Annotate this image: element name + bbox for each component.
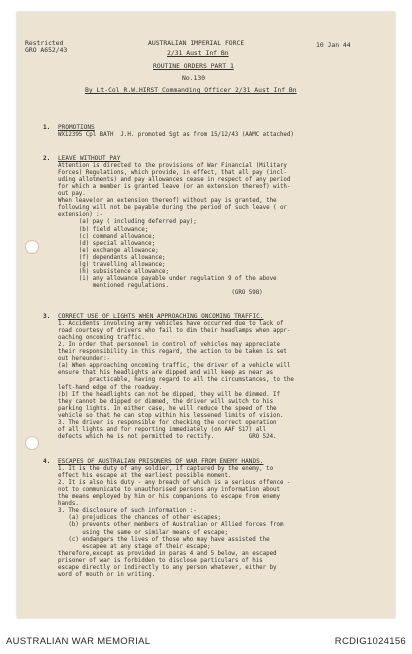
issuer-line: By Lt-Col R.W.HIRST Commanding Officer 2/31 Aust Inf Bn — [85, 86, 297, 94]
section-text-line: for which a member is granted leave (or an extension thereof) with- — [58, 183, 291, 190]
section-text-line: road courtesy of drivers who fail to dim their headlamps when appr- — [58, 327, 291, 334]
section-text-line: 2. It is also his duty - any breach of which is a serious offence - — [58, 479, 291, 486]
section-text-line: vehicle so that he can stop within his lessened limits of vision. — [58, 412, 284, 419]
unit-heading: 2/31 Aust Inf Bn — [167, 49, 229, 57]
archive-footer — [0, 622, 412, 654]
section-text-line: uding allotments) and pay allowances cease in respect of any period — [58, 176, 291, 183]
section-text-line: practicable, having regard to all the circumstances, to the — [58, 377, 294, 384]
punch-hole — [25, 240, 39, 254]
section-text-line: they cannot be dipped or dimmed, the driver will switch to his — [58, 398, 274, 405]
gro-reference: GRO A652/43 — [25, 46, 68, 54]
section-text-line: (d) special allowance; — [58, 240, 156, 247]
section-text-line: (e) exchange allowance; — [58, 247, 159, 254]
section-text-line: mentioned regulations. — [58, 283, 169, 290]
footer-institution: AUSTRALIAN WAR MEMORIAL — [6, 636, 151, 647]
section-text-line: extension) :- — [58, 212, 104, 219]
section-text-line: 3. The driver is responsible for checking the correct operation — [58, 420, 277, 426]
section-text-line: Attention is directed to the provisions of War Financial (Military — [58, 162, 287, 169]
section-number: 2. — [43, 155, 51, 162]
section-text-line: therefore,except as provided in paras 4 and 5 below, an escaped — [58, 550, 277, 557]
section-text-line: (c) endangers the lives of those who may have assisted the — [58, 536, 270, 543]
section-text-line: their responsibility in this regard, the action to be taken is set — [58, 349, 287, 355]
section-text-line: (g) travelling allowance; — [58, 262, 166, 268]
section-text-line: prisoner of war is forbidden to disclose particulars of his — [58, 557, 263, 564]
section-text-line: Forces) Regulations, which provide, in effect, that all pay (incl- — [58, 169, 287, 176]
section-text-line: escapee at any stage of their escape; — [58, 543, 211, 550]
section-text-line: WX12395 Cpl BATH J.H. promoted Sgt as from 15/12/43 (AAMC attached) — [58, 131, 294, 138]
footer-record-id: RCDIG1024156 — [334, 636, 406, 647]
section-text-line: (a) pay ( including deferred pay); — [58, 219, 197, 226]
section-text-line: (h) subsistence allowance; — [58, 269, 169, 276]
section-text-line: (a) When approaching oncoming traffic, the driver of a vehicle will — [58, 363, 291, 370]
section-text-line: (GRO 598) — [58, 290, 263, 297]
section-text-line: oaching oncoming traffic. — [58, 334, 145, 341]
section-text-line: (b) If the headlights can not be dipped, they will be dimmed. If — [58, 391, 280, 398]
section-number: 3. — [43, 313, 51, 320]
section-text-line: following will not be payable during the period of such leave ( or — [58, 205, 287, 212]
force-heading: AUSTRALIAN IMPERIAL FORCE — [148, 39, 245, 47]
section-text-line: using the same or similar means of escape; — [58, 529, 228, 536]
section-text-line: hands. — [58, 501, 79, 508]
document-sheet — [17, 12, 395, 618]
section-text-line: out hereunder:- — [58, 356, 111, 363]
section-text-line: not to communicate to unauthorised persons any information about — [58, 486, 280, 493]
section-text-line: the means employed by him or his companions to escape from enemy — [58, 494, 280, 500]
section-text-line: 1. Accidents involving army vehicles have occurred due to lack of — [58, 320, 284, 327]
section-text-line: parking lights. In either case, he will reduce the speed of the — [58, 405, 277, 412]
section-text-line: out pay. — [58, 191, 86, 197]
order-number: No.130 — [182, 74, 206, 82]
section-text-line: effect his escape at the earliest possible moment. — [58, 472, 232, 479]
section-text-line: (i) any allowance payable under regulation 9 of the above — [58, 276, 277, 283]
section-text-line: ensure that his headlights are dipped and will keep as near as — [58, 370, 274, 377]
section-text-line: word of mouth or in writing. — [58, 572, 156, 579]
section-title: PROMOTIONS — [58, 124, 95, 131]
section-text-line: 3. The disclosure of such information :- — [58, 508, 197, 515]
section-number: 1. — [43, 124, 51, 131]
punch-hole — [25, 436, 39, 450]
section-text-line: defects which he is not permitted to rectify. GRO 524. — [58, 434, 277, 441]
restricted-label: Restricted — [25, 39, 64, 47]
orders-title: ROUTINE ORDERS PART 1 — [153, 62, 234, 70]
section-text-line: (b) prevents other members of Australian or Allied forces from — [58, 522, 284, 529]
section-text-line: (f) dependants allowance; — [58, 254, 166, 261]
section-title: CORRECT USE OF LIGHTS WHEN APPROACHING ONCOMING TRAFFIC. — [58, 313, 264, 320]
section-text-line: 1. It is the duty of any soldier, if captured by the enemy, to — [58, 465, 274, 472]
section-text-line: 2. In order that personnel in control of vehicles may appreciate — [58, 341, 280, 348]
section-title: LEAVE WITHOUT PAY — [58, 155, 121, 162]
section-text-line: (c) command allowance; — [58, 233, 156, 240]
section-text-line: escape directly or indirectly to any person whatever, either by — [58, 565, 277, 571]
section-text-line: left-hand edge of the roadway. — [58, 384, 163, 391]
document-date: 10 Jan 44 — [316, 41, 351, 49]
section-text-line: of all lights and for reporting immediately (on AAF S17) all — [58, 427, 267, 434]
section-text-line: (b) field allowance; — [58, 226, 149, 233]
section-text-line: (a) prejudices the chances of other escapes; — [58, 515, 222, 522]
section-title: ESCAPES OF AUSTRALIAN PRISONERS OF WAR FROM ENEMY HANDS. — [58, 458, 264, 465]
section-text-line: When leave(or an extension thereof) without pay is granted, the — [58, 198, 277, 205]
section-number: 4. — [43, 458, 51, 465]
